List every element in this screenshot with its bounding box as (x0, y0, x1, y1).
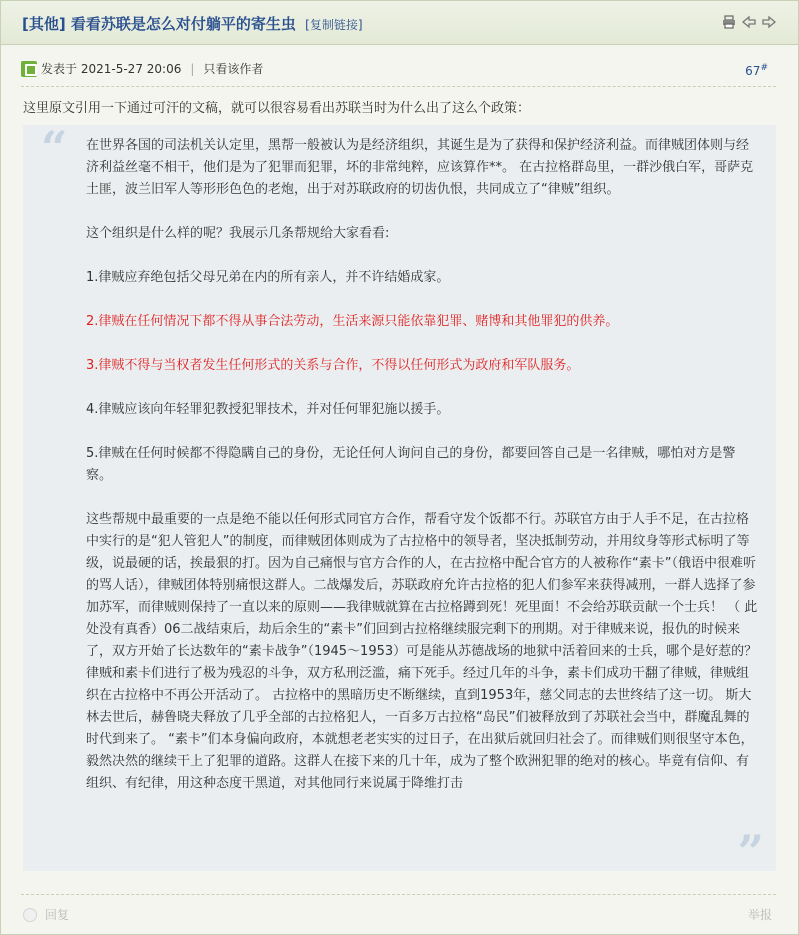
post-meta (21, 60, 263, 77)
rule-1: 1.律贼应弃绝包括父母兄弟在内的所有亲人，并不许结婚成家。 (86, 270, 450, 285)
quote-paragraph-final: 这些帮规中最重要的一点是绝不能以任何形式同官方合作，帮看守发个饭都不行。苏联官方由于人手不足，在古拉格中实行的是“犯人管犯人”的制度，而律贼团体则成为了古拉格中的领导者，坚决抵制劳动，并用纹身等形式标明了等级，说最硬的话，挨最狠的打。因为自己痛恨与官方合作的人，在古拉格中配合官方的人被称作“素卡”（俄语中很难听的骂人话），律贼团体特别痛恨这群人。二战爆发后，苏联政府允许古拉格的犯人们参军来获得减刑，一群人选择了参加苏军，而律贼则保持了一直以来的原则——我律贼就算在古拉格蹲到死！死里面！不会给苏联贡献一个士兵！ （ 此处没有真香）06二战结束后，劫后余生的“素卡”们回到古拉格继续服完剩下的刑期。对于律贼来说，报仇的时候来了，双方开始了长达数年的“素卡战争”（1945～1953）可是能从苏德战场的地狱中活着回来的士兵，哪个是好惹的？律贼和素卡们进行了极为残忍的斗争，双方私刑泛滥，痛下死手。经过几年的斗争，素卡们成功干翻了律贼，律贼组织在古拉格中不再公开活动了。 古拉格中的黑暗历史不断继续，直到1953年，慈父同志的去世终结了这一切。 斯大林去世后，赫鲁晓夫释放了几乎全部的古拉格犯人，一百多万古拉格“岛民”们被释放到了苏联社会当中，群魔乱舞的时代到来了。 “素卡”们本身偏向政府，本就想老老实实的过日子，在出狱后就回归社会了。而律贼们则很坚守本色，毅然决然的继续干上了犯罪的道路。这群人在接下来的几十年，成为了整个欧洲犯罪的绝对的核心。毕竟有信仰、有组织、有纪律，用这种态度干黑道，对其他同行来说属于降维打击 (86, 512, 758, 791)
online-status-icon (21, 61, 37, 77)
rule-4: 4.律贼应该向年轻罪犯教授犯罪技术，并对任何罪犯施以援手。 (86, 402, 450, 417)
quote-paragraph-1: 在世界各国的司法机关认定里，黑帮一般被认为是经济组织，其诞生是为了获得和保护经济利益。而律贼团体则与经济利益丝毫不相干，他们是为了犯罪而犯罪，坏的非常纯粹，应该算作**。 在古拉格群岛里，一群沙俄白军，哥萨克土匪，波兰旧军人等形形色色的老炮，出于对苏联政府的切齿仇恨，共同成立了“律贼”组织。 (86, 138, 754, 197)
posted-time: 2021-5-27 20:06 (80, 61, 182, 76)
next-thread-icon[interactable] (762, 15, 776, 29)
close-quote-icon: ” (737, 825, 764, 879)
quote-paragraph-2: 这个组织是什么样的呢？我展示几条帮规给大家看看: (86, 226, 390, 241)
posted-prefix: 发表于 (41, 62, 78, 76)
prev-thread-icon[interactable] (742, 15, 756, 29)
reply-button[interactable] (23, 906, 69, 923)
print-icon[interactable] (722, 15, 736, 29)
quote-body (86, 135, 758, 795)
meta-divider (21, 86, 776, 87)
only-author-link[interactable]: 只看该作者 (203, 62, 264, 76)
copy-link-button[interactable]: [复制链接] (305, 18, 363, 32)
floor-mark: # (760, 63, 768, 73)
open-quote-icon: “ (41, 121, 68, 175)
toolbar-icons (722, 15, 776, 29)
thread-title (22, 13, 363, 34)
thread-title-text: [其他] 看看苏联是怎么对付躺平的寄生虫 (22, 15, 296, 33)
meta-separator: | (190, 61, 195, 76)
rule-2: 2.律贼在任何情况下都不得从事合法劳动，生活来源只能依靠犯罪、赌博和其他罪犯的供养。 (86, 314, 619, 329)
rule-3: 3.律贼不得与当权者发生任何形式的关系与合作，不得以任何形式为政府和军队服务。 (86, 358, 580, 373)
thread-title-bar (1, 1, 798, 45)
rule-5: 5.律贼在任何时候都不得隐瞒自己的身份，无论任何人询问自己的身份，都要回答自己是一名律贼，哪怕对方是警察。 (86, 446, 736, 483)
footer-divider (21, 894, 776, 895)
floor-number[interactable] (745, 63, 768, 78)
floor-number-value: 67 (745, 64, 761, 78)
post-intro: 这里原文引用一下通过可汗的文稿，就可以很容易看出苏联当时为什么出了这么个政策： (23, 101, 531, 116)
reply-label: 回复 (45, 908, 70, 922)
report-button[interactable]: 举报 (747, 908, 772, 922)
quote-block (23, 121, 776, 879)
reply-icon (23, 908, 37, 922)
